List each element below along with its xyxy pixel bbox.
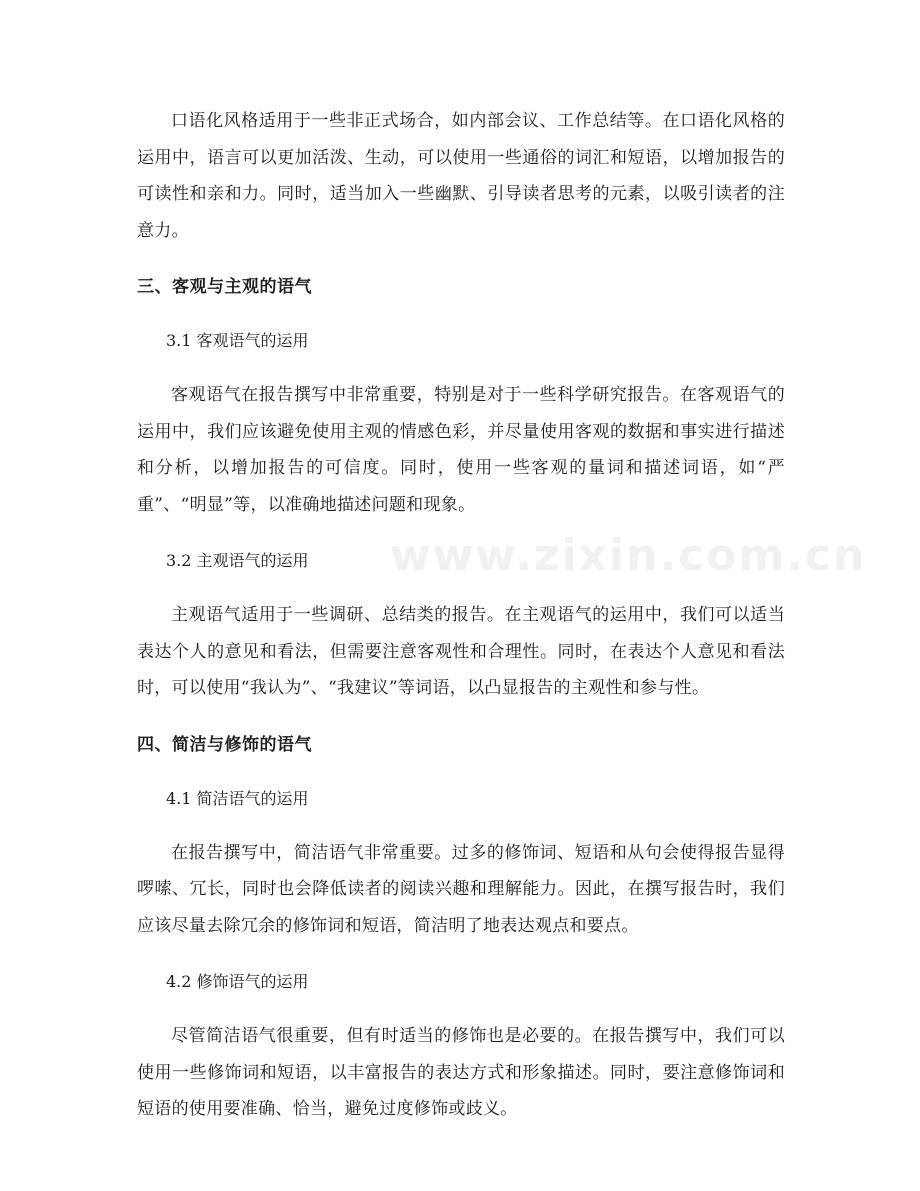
subheading-3-1: 3.1 客观语气的运用 (166, 331, 309, 350)
paragraph-colloquial-style: 口语化风格适用于一些非正式场合，如内部会议、工作总结等。在口语化风格的运用中，语言可以更加活泼、生动，可以使用一些通俗的词汇和短语，以增加报告的可读性和亲和力。同时，适当加入一些幽默、引导读者思考的元素，以吸引读者的注意力。 (137, 111, 785, 241)
subheading-3-2: 3.2 主观语气的运用 (166, 551, 309, 570)
paragraph-concise-tone: 在报告撰写中，简洁语气非常重要。过多的修饰词、短语和从句会使得报告显得啰嗦、冗长，同时也会降低读者的阅读兴趣和理解能力。因此，在撰写报告时，我们应该尽量去除冗余的修饰词和短语，简洁明了地表达观点和要点。 (137, 842, 785, 936)
document-body (137, 103, 785, 1148)
subheading-4-1: 4.1 简洁语气的运用 (166, 788, 309, 808)
watermark: www.zixin.com.cn (390, 530, 867, 581)
section-heading-4: 四、简洁与修饰的语气 (137, 734, 312, 755)
paragraph-subjective-tone: 主观语气适用于一些调研、总结类的报告。在主观语气的运用中，我们可以适当表达个人的意见和看法，但需要注意客观性和合理性。同时，在表达个人意见和看法时，可以使用“我认为”、“我建议”等词语，以凸显报告的主观性和参与性。 (137, 605, 785, 698)
section-heading-3: 三、客观与主观的语气 (137, 277, 312, 297)
subheading-4-2: 4.2 修饰语气的运用 (166, 972, 309, 991)
paragraph-objective-tone: 客观语气在报告撰写中非常重要，特别是对于一些科学研究报告。在客观语气的运用中，我们应该避免使用主观的情感色彩，并尽量使用客观的数据和事实进行描述和分析，以增加报告的可信度。同时，使用一些客观的量词和描述词语，如“严重”、“明显”等，以准确地描述问题和现象。 (137, 385, 785, 515)
paragraph-embellished-tone: 尽管简洁语气很重要，但有时适当的修饰也是必要的。在报告撰写中，我们可以使用一些修饰词和短语，以丰富报告的表达方式和形象描述。同时，要注意修饰词和短语的使用要准确、恰当，避免过度修饰或歧义。 (137, 1026, 785, 1119)
